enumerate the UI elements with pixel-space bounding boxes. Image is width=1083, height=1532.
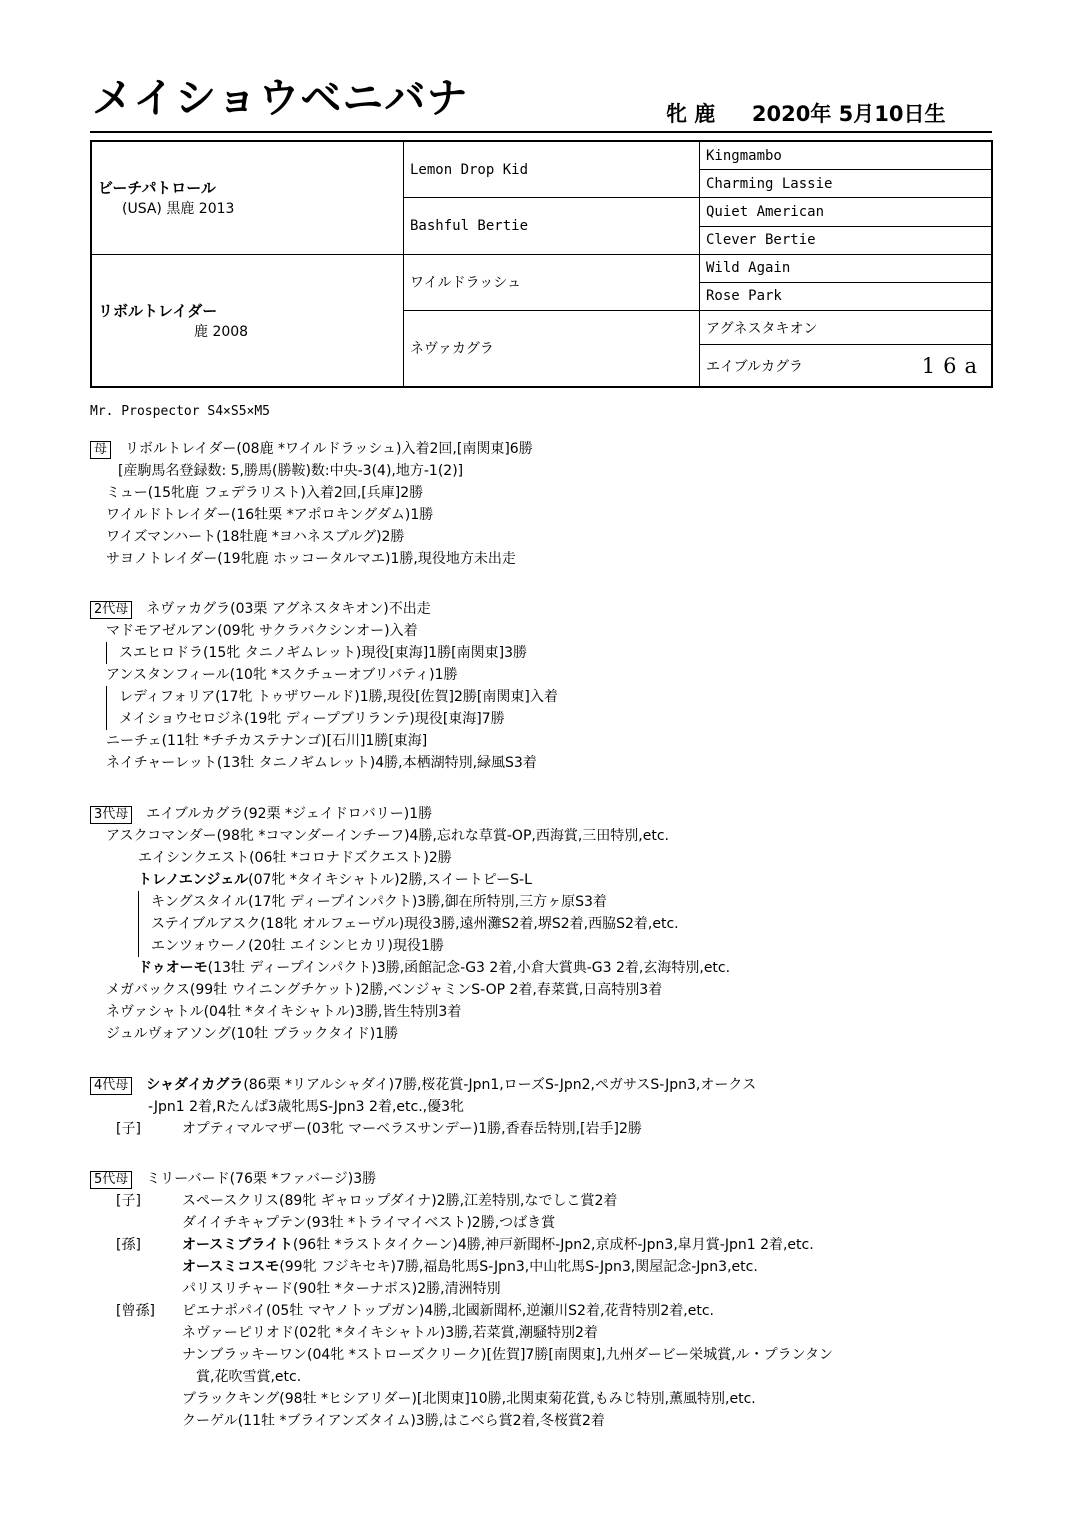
stakes-winner-name: オースミコスモ: [182, 1259, 280, 1275]
section-tag: 2代母: [90, 601, 132, 619]
dam-line: (86栗 *リアルシャダイ)7勝,桜花賞-Jpn1,ローズS-Jpn2,ペガサスS-Jpn3,オークス: [243, 1077, 757, 1093]
tree-line: [138, 891, 139, 913]
list-item-cont: 賞,花吹雪賞,etc.: [196, 1369, 302, 1385]
horse-name: メイショウベニバナ: [92, 74, 469, 122]
relation-label: [子]: [116, 1193, 141, 1209]
gen3-cell: Quiet American: [700, 198, 993, 226]
list-item: クーゲル(11牡 *ブライアンズタイム)3勝,はこべら賞2着,冬桜賞2着: [182, 1413, 605, 1429]
tree-line: [106, 708, 107, 730]
list-item: (99牝 フジキセキ)7勝,福島牝馬S-Jpn3,中山牝馬S-Jpn3,関屋記念-Jpn3,etc.: [279, 1259, 758, 1275]
list-item: スペースクリス(89牝 ギャロップダイナ)2勝,江差特別,なでしこ賞2着: [182, 1193, 618, 1209]
gen3-cell: Wild Again: [700, 254, 993, 282]
gen2-cell: ワイルドラッシュ: [404, 254, 700, 310]
dam-meta: 鹿 2008: [194, 323, 249, 340]
tree-line: [138, 935, 139, 957]
gen5-section: [90, 1168, 990, 1432]
list-item: ニーチェ(11牡 *チチカステナンゴ)[石川]1勝[東海]: [106, 733, 428, 749]
dam-section: [90, 438, 990, 570]
section-tag: 母: [90, 441, 111, 459]
produce-stats: [産駒馬名登録数: 5,勝馬(勝鞍)数:中央-3(4),地方-1(2)]: [118, 463, 464, 479]
list-item: アスクコマンダー(98牝 *コマンダーインチーフ)4勝,忘れな草賞-OP,西海賞,三田特別,etc.: [106, 828, 669, 844]
list-item: キングスタイル(17牝 ディープインパクト)3勝,御在所特別,三方ヶ原S3着: [151, 894, 607, 910]
list-item: メガバックス(99牡 ウイニングチケット)2勝,ベンジャミンS-OP 2着,春菜賞,日高特別3着: [106, 982, 663, 998]
pedigree-table: [90, 140, 993, 388]
gen4-section: [90, 1074, 990, 1140]
dam-line: エイブルカグラ(92栗 *ジェイドロバリー)1勝: [146, 806, 433, 822]
gen3-cell: Kingmambo: [700, 141, 993, 170]
horse-info: [666, 104, 945, 125]
tree-line: [106, 686, 107, 708]
list-item: ワイズマンハート(18牡鹿 *ヨハネスブルグ)2勝: [106, 529, 405, 545]
list-item: ネイチャーレット(13牡 タニノギムレット)4勝,本栖湖特別,緑風S3着: [106, 755, 537, 771]
list-item: (96牡 *ラストタイクーン)4勝,神戸新聞杯-Jpn2,京成杯-Jpn3,皐月賞-Jpn1 2着,etc.: [292, 1237, 814, 1253]
sire-name: ビーチパトロール: [98, 179, 216, 198]
list-item: ナンブラッキーワン(04牝 *ストローズクリーク)[佐賀]7勝[南関東],九州ダービー栄城賞,ル・プランタン: [182, 1347, 834, 1363]
inbreeding-note: Mr. Prospector S4×S5×M5: [90, 404, 271, 419]
list-item: ダイイチキャプテン(93牡 *トライマイベスト)2勝,つばき賞: [182, 1215, 556, 1231]
header-rule: [90, 131, 992, 133]
list-item: ワイルドトレイダー(16牡栗 *アポロキングダム)1勝: [106, 507, 434, 523]
list-item: メイショウセロジネ(19牝 ディープブリランテ)現役[東海]7勝: [119, 711, 505, 727]
gen3-cell: アグネスタキオン: [700, 310, 993, 345]
dam-line: リボルトレイダー(08鹿 *ワイルドラッシュ)入着2回,[南関東]6勝: [125, 441, 533, 457]
family-number: 16a: [921, 353, 985, 378]
dam-line: ミリーバード(76栗 *ファバージ)3勝: [146, 1171, 377, 1187]
list-item: エンツォウーノ(20牡 エイシンヒカリ)現役1勝: [151, 938, 444, 954]
section-tag: 3代母: [90, 806, 132, 824]
tree-line: [138, 913, 139, 935]
list-item-text: (13牡 ディープインパクト)3勝,函館記念-G3 2着,小倉大賞典-G3 2着,玄海特別,etc.: [207, 960, 731, 976]
gen3-cell: Charming Lassie: [700, 170, 993, 198]
list-item: アンスタンフィール(10牝 *スクチューオブリバティ)1勝: [106, 667, 458, 683]
sex-color: 牝 鹿: [666, 102, 716, 126]
section-tag: 4代母: [90, 1077, 132, 1095]
stakes-winner-name: シャダイカグラ: [146, 1077, 244, 1093]
list-item: ブラックキング(98牡 *ヒシアリダー)[北関東]10勝,北関東菊花賞,もみじ特別,薫風特別,etc.: [182, 1391, 756, 1407]
gen3-section: [90, 803, 990, 1045]
list-item: パリスリチャード(90牡 *ターナボス)2勝,清洲特別: [182, 1281, 501, 1297]
list-item: ミュー(15牝鹿 フェデラリスト)入着2回,[兵庫]2勝: [106, 485, 424, 501]
birth-date: 2020年 5月10日生: [751, 102, 946, 126]
stakes-winner-name: トレノエンジェル: [138, 872, 249, 888]
list-item: [90, 869, 990, 891]
gen2-cell: ネヴァカグラ: [404, 310, 700, 387]
sire-meta: (USA) 黒鹿 2013: [122, 201, 235, 218]
stakes-winner-name: ドゥオーモ: [138, 960, 208, 976]
gen3-cell: [700, 345, 993, 387]
list-item: ステイブルアスク(18牝 オルフェーヴル)現役3勝,遠州灘S2着,堺S2着,西脇S2着,etc.: [151, 916, 679, 932]
dam-line: ネヴァカグラ(03栗 アグネスタキオン)不出走: [146, 601, 431, 617]
list-item: ジュルヴォアソング(10牡 ブラックタイド)1勝: [106, 1026, 399, 1042]
gen2-cell: Bashful Bertie: [404, 198, 700, 254]
dam-cell: [91, 254, 404, 387]
list-item: レディフォリア(17牝 トゥザワールド)1勝,現役[佐賀]2勝[南関東]入着: [119, 689, 558, 705]
section-tag: 5代母: [90, 1171, 132, 1189]
tree-line: [106, 642, 107, 664]
list-item: ネヴァーピリオド(02牝 *タイキシャトル)3勝,若菜賞,潮騒特別2着: [182, 1325, 598, 1341]
relation-label: [孫]: [116, 1237, 141, 1253]
list-item: ピエナポパイ(05牡 マヤノトップガン)4勝,北國新聞杯,逆瀬川S2着,花背特別2着,etc.: [182, 1303, 715, 1319]
stakes-winner-name: オースミブライト: [182, 1237, 293, 1253]
gen2-section: [90, 598, 990, 774]
list-item: スエヒロドラ(15牝 タニノギムレット)現役[東海]1勝[南関東]3勝: [119, 645, 528, 661]
list-item: エイシンクエスト(06牡 *コロナドズクエスト)2勝: [138, 850, 452, 866]
list-item: オプティマルマザー(03牝 マーベラスサンデー)1勝,香春岳特別,[岩手]2勝: [182, 1121, 642, 1137]
list-item: ネヴァシャトル(04牡 *タイキシャトル)3勝,皆生特別3着: [106, 1004, 462, 1020]
dam-line-cont: -Jpn1 2着,Rたんぱ3歳牝馬S-Jpn3 2着,etc.,優3牝: [148, 1099, 464, 1115]
gen2-cell: Lemon Drop Kid: [404, 141, 700, 198]
gen3-name: エイブルカグラ: [706, 358, 804, 375]
list-item: [90, 957, 990, 979]
relation-label: [子]: [116, 1121, 141, 1137]
list-item: マドモアゼルアン(09牝 サクラバクシンオー)入着: [106, 623, 418, 639]
list-item: サヨノトレイダー(19牝鹿 ホッコータルマエ)1勝,現役地方未出走: [106, 551, 516, 567]
dam-name: リボルトレイダー: [98, 301, 218, 320]
gen3-cell: Clever Bertie: [700, 226, 993, 254]
relation-label: [曾孫]: [116, 1303, 155, 1319]
gen3-cell: Rose Park: [700, 282, 993, 310]
list-item-text: (07牝 *タイキシャトル)2勝,スイートピーS-L: [248, 872, 532, 888]
sire-cell: [91, 141, 404, 254]
